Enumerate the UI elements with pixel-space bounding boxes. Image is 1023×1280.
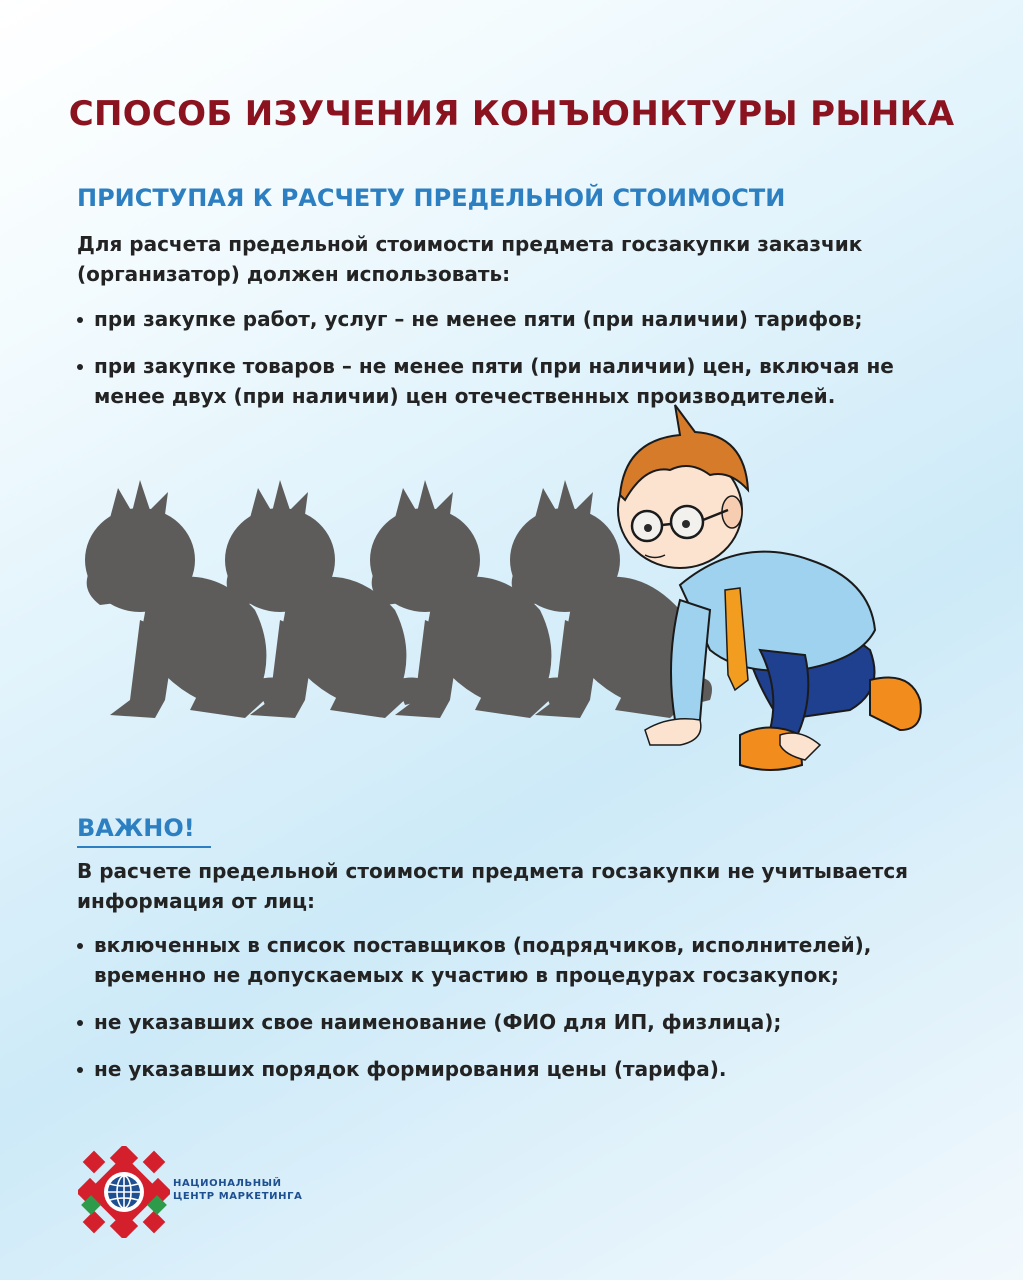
page-title: СПОСОБ ИЗУЧЕНИЯ КОНЪЮНКТУРЫ РЫНКА	[68, 94, 955, 134]
section-intro-calculation: Для расчета предельной стоимости предмета госзакупки заказчик (организатор) должен использовать:	[77, 232, 863, 286]
bullet-item-no-pricing: не указавших порядок формирования цены (тарифа).	[77, 1054, 957, 1084]
section-heading-calculation: ПРИСТУПАЯ К РАСЧЕТУ ПРЕДЕЛЬНОЙ СТОИМОСТИ	[77, 184, 786, 212]
crawling-boys-illustration	[80, 400, 940, 790]
logo-line-1: НАЦИОНАЛЬНЫЙ	[173, 1178, 282, 1189]
calculation-bullet-list	[77, 304, 957, 411]
national-marketing-center-logo-icon	[78, 1146, 170, 1238]
section-heading-important: ВАЖНО!	[77, 814, 211, 848]
bullet-item-excluded-suppliers: включенных в список поставщиков (подрядчиков, исполнителей), временно не допускаемых к участию в процедурах госзакупок;	[77, 930, 957, 990]
section-intro-important: В расчете предельной стоимости предмета госзакупки не учитывается информация от лиц:	[77, 859, 909, 913]
logo-line-2: ЦЕНТР МАРКЕТИНГА	[173, 1191, 303, 1202]
logo-text	[173, 1177, 302, 1203]
bullet-item-goods: при закупке товаров – не менее пяти (при наличии) цен, включая не менее двух (при наличии) цен отечественных производителей.	[77, 351, 957, 411]
bullet-item-services: при закупке работ, услуг – не менее пяти (при наличии) тарифов;	[77, 304, 957, 334]
bullet-item-no-name: не указавших свое наименование (ФИО для ИП, физлица);	[77, 1007, 957, 1037]
important-bullet-list	[77, 930, 957, 1084]
